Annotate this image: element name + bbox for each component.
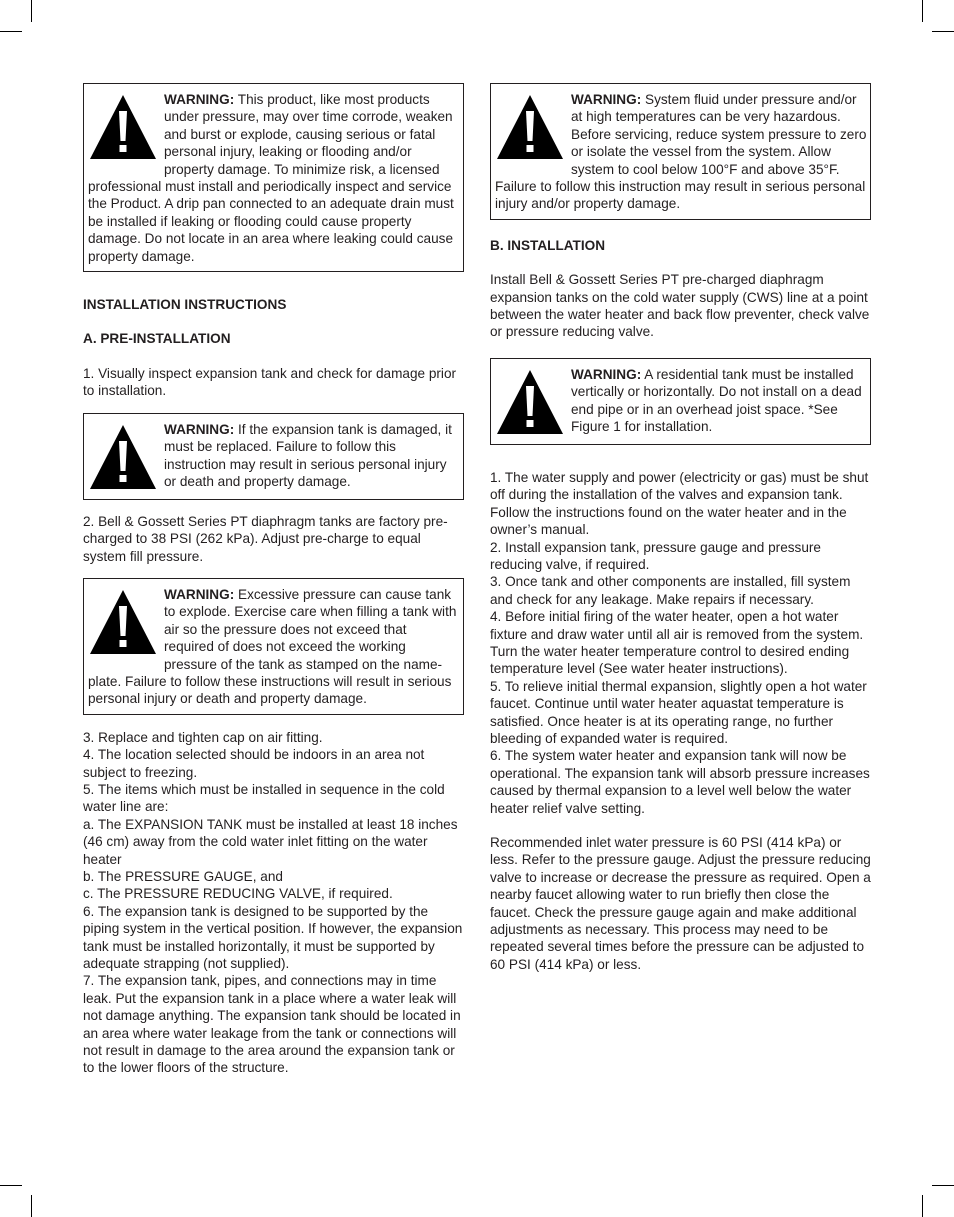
warning-box-residential-tank <box>490 358 871 445</box>
warning-label: WARNING: <box>164 92 235 107</box>
crop-mark <box>922 1195 923 1217</box>
warning-label: WARNING: <box>164 586 235 602</box>
crop-mark <box>922 0 923 22</box>
subsection-heading-pre-installation: A. PRE-INSTALLATION <box>83 331 231 347</box>
crop-mark <box>932 31 954 32</box>
pressure-recommendation: Recommended inlet water pressure is 60 PSI (414 kPa) or less. Refer to the pressure gauge. Adjust the pressure reducing valve to increase or decrease the pressure as required. Open a nearby faucet allowing water to run briefly then close the faucet. Check the pressure gauge again and make additional adjustments as necessary. This process may need to be repeated several times before the pressure can be adjusted to 60 PSI (414 kPa) or less. <box>490 835 871 972</box>
warning-text: This product, like most products under pressure, may over time corrode, weaken and burst or explode, causing serious or fatal personal injury, leaking or flooding and/or property damage. To minimize risk, a licensed professional must install and periodically inspect and service the Product. A drip pan connected to an adequate drain must be installed if leaking or flooding could cause property damage. Do not locate in an area where leaking could cause property damage. <box>88 92 454 264</box>
crop-mark <box>0 31 22 32</box>
list-item: b. The PRESSURE GAUGE, and <box>83 869 283 884</box>
installation-steps-list <box>490 469 871 817</box>
list-item: 5. The items which must be installed in sequence in the cold water line are: <box>83 781 445 815</box>
step-1: 1. Visually inspect expansion tank and check for damage prior to installation. <box>83 365 457 399</box>
installation-intro: Install Bell & Gossett Series PT pre-charged diaphragm expansion tanks on the cold water supply (CWS) line at a point between the water heater and back flow preventer, check valve or pressure reducing valve. <box>490 272 870 340</box>
list-item: 3. Once tank and other components are installed, fill system and check for any leakage. Make repairs if necessary. <box>490 574 851 607</box>
warning-box-damaged-tank <box>83 413 464 500</box>
warning-triangle-icon <box>495 93 565 161</box>
list-item: 2. Install expansion tank, pressure gauge and pressure reducing valve, if required. <box>490 539 821 572</box>
step-2: 2. Bell & Gossett Series PT diaphragm tanks are factory pre-charged to 38 PSI (262 kPa). Adjust pre-charge to equal system fill pressure. <box>83 513 448 564</box>
warning-triangle-icon <box>495 368 565 436</box>
list-item: a. The EXPANSION TANK must be installed at least 18 inches (46 cm) away from the cold water inlet fitting on the water heater <box>83 816 458 867</box>
left-column <box>83 83 464 1077</box>
warning-label: WARNING: <box>571 92 642 107</box>
list-item: 4. Before initial firing of the water heater, open a hot water fixture and draw water until all air is removed from the system. Turn the water heater temperature control to desired ending temperature level (See water heater instructions). <box>490 609 864 677</box>
crop-mark <box>31 1195 32 1217</box>
warning-triangle-icon <box>88 93 158 161</box>
warning-text: If the expansion tank is damaged, it must be replaced. Failure to follow this instruction may result in serious personal injury or death and property damage. <box>164 421 452 489</box>
list-item: 6. The expansion tank is designed to be supported by the piping system in the vertical position. If however, the expansion tank must be installed horizontally, it must be supported by adequate strapping (not supplied). <box>83 903 463 972</box>
list-item: 3. Replace and tighten cap on air fitting. <box>83 729 323 745</box>
list-item: 5. To relieve initial thermal expansion, slightly open a hot water faucet. Continue until water heater aquastat temperature is satisfied. Once heater is at its operating range, no further bleeding of expanded water is required. <box>490 678 867 746</box>
crop-mark <box>31 0 32 22</box>
warning-text: System fluid under pressure and/or at high temperatures can be very hazardous. Before servicing, reduce system pressure to zero or isolate the vessel from the system. Allow system to cool below 100°F and above 35°F. Failure to follow this instruction may result in serious personal injury and/or property damage. <box>495 92 867 212</box>
right-column <box>490 83 871 990</box>
warning-label: WARNING: <box>571 366 642 382</box>
warning-triangle-icon <box>88 588 158 656</box>
warning-box-system-fluid <box>490 83 871 220</box>
section-heading: INSTALLATION INSTRUCTIONS <box>83 297 287 313</box>
warning-triangle-icon <box>88 423 158 491</box>
crop-mark <box>932 1185 954 1186</box>
list-item: 1. The water supply and power (electricity or gas) must be shut off during the installation of the valves and expansion tank. Follow the instructions found on the water heater and in the owner’s manual. <box>490 469 869 538</box>
list-item: 7. The expansion tank, pipes, and connections may in time leak. Put the expansion tank in a place where a water leak will not damage anything. The expansion tank should be located in an area where water leakage from the tank or connections will not result in damage to the area around the expansion tank or to the lower floors of the structure. <box>83 973 461 1076</box>
list-item: 4. The location selected should be indoors in an area not subject to freezing. <box>83 747 425 780</box>
list-item: 6. The system water heater and expansion tank will now be operational. The expansion tank will absorb pressure increases caused by thermal expansion to a level well below the water heater relief valve setting. <box>490 748 870 816</box>
warning-label: WARNING: <box>164 421 235 437</box>
installation-steps-list <box>83 729 464 1077</box>
warning-text: A residential tank must be installed vertically or horizontally. Do not install on a dead end pipe or in an overhead joist space. *See Figure 1 for installation. <box>571 366 862 435</box>
warning-text: Excessive pressure can cause tank to explode. Exercise care when filling a tank with air so the pressure does not exceed that required of does not exceed the working pressure of the tank as stamped on the name-plate. Failure to follow these instructions will result in serious personal injury or death and property damage. <box>88 586 457 707</box>
subsection-heading-installation: B. INSTALLATION <box>490 237 606 253</box>
warning-box-product-pressure <box>83 83 464 272</box>
warning-box-excessive-pressure <box>83 578 464 715</box>
list-item: c. The PRESSURE REDUCING VALVE, if required. <box>83 886 393 902</box>
crop-mark <box>0 1185 22 1186</box>
